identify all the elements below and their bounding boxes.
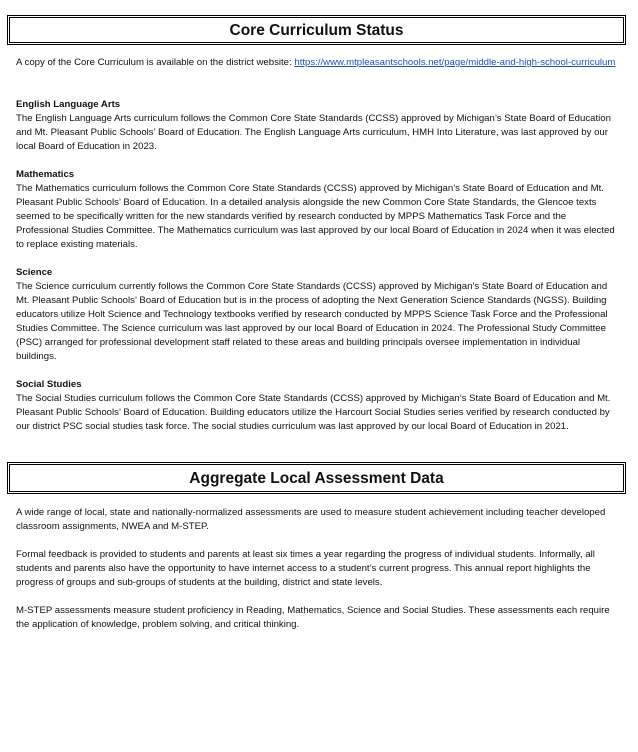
assessment-paragraphs	[16, 506, 621, 646]
section-body: The Science curriculum currently follows the Common Core State Standards (CCSS) approved by Michigan’s State Board of Education and Mt. Pleasant Public Schools’ Board of Education but is in the process of adopting the Next Generation Science Standards (NGSS). Building educators utilize Holt Science and Technology textbooks verified by research conducted by MPPS Science Task Force and the Professional Studies Committee. The Science curriculum was last approved by our local Board of Education in 2024. The Professional Study Committee (PSC) arranged for professional development staff related to these areas and building principals oversee implementation in individual buildings.	[16, 281, 608, 362]
section-english-language-arts	[16, 98, 621, 154]
section-body: The English Language Arts curriculum follows the Common Core State Standards (CCSS) approved by Michigan’s State Board of Education and Mt. Pleasant Public Schools’ Board of Education. The English Language Arts curriculum, HMH Into Literature, was last approved by our local Board of Education in 2023.	[16, 113, 611, 152]
section-title: Science	[16, 267, 53, 278]
section-science	[16, 266, 621, 364]
assessment-paragraph: A wide range of local, state and nationally-normalized assessments are used to measure student achievement including teacher developed classroom assignments, NWEA and M-STEP.	[16, 507, 606, 532]
core-curriculum-heading: Core Curriculum Status	[7, 15, 626, 45]
intro-text: A copy of the Core Curriculum is available on the district website:	[16, 57, 295, 68]
assessment-data-heading: Aggregate Local Assessment Data	[7, 462, 626, 494]
assessment-paragraph: M-STEP assessments measure student proficiency in Reading, Mathematics, Science and Social Studies. These assessments each require the application of knowledge, problem solving, and critical thinking.	[16, 605, 610, 630]
section-social-studies	[16, 378, 621, 434]
curriculum-website-link[interactable]: https://www.mtpleasantschools.net/page/middle-and-high-school-curriculum	[294, 57, 616, 68]
curriculum-sections	[16, 98, 621, 448]
assessment-paragraph: Formal feedback is provided to students and parents at least six times a year regarding the progress of individual students. Informally, all students and parents also have the opportunity to have internet access to a student’s current progress. This annual report highlights the progress of groups and sub-groups of students at the building, district and state levels.	[16, 549, 595, 588]
section-body: The Mathematics curriculum follows the Common Core State Standards (CCSS) approved by Michigan’s State Board of Education and Mt. Pleasant Public Schools’ Board of Education. In a detailed analysis alongside the new Common Core State Standards, the Glencoe texts seemed to be specifically written for the new standards verified by research conducted by MPPS Mathematics Task Force and the Professional Studies Committee. The Mathematics curriculum was last approved by our local Board of Education in 2024 when it was elected to replace existing materials.	[16, 183, 615, 250]
section-body: The Social Studies curriculum follows the Common Core State Standards (CCSS) approved by Michigan’s State Board of Education and Mt. Pleasant Public Schools’ Board of Education. Building educators utilize the Harcourt Social Studies series verified by research conducted by our district PSC social studies task force. The social studies curriculum was last approved by our local Board of Education in 2021.	[16, 393, 611, 432]
section-title: Mathematics	[16, 169, 75, 180]
curriculum-intro	[16, 56, 621, 70]
section-mathematics	[16, 168, 621, 252]
section-title: English Language Arts	[16, 99, 121, 110]
section-title: Social Studies	[16, 379, 82, 390]
